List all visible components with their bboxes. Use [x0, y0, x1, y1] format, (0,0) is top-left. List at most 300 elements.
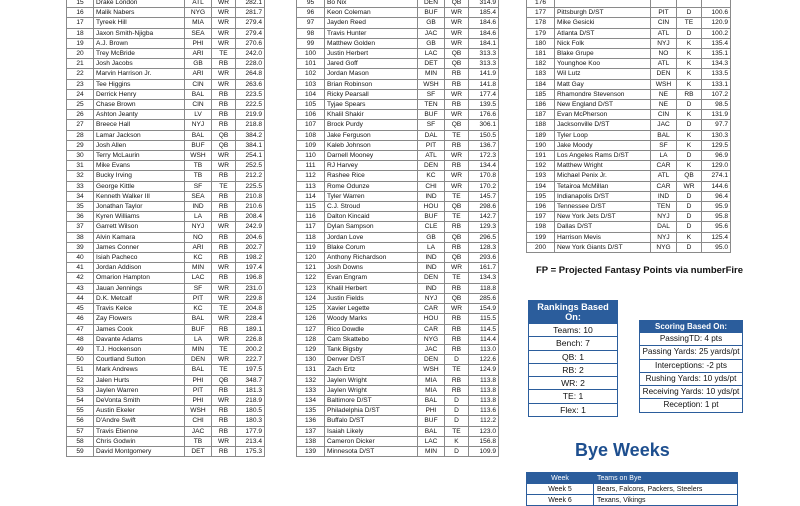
- position-cell: TE: [212, 365, 236, 375]
- rank-cell: 138: [297, 436, 325, 446]
- rank-cell: 112: [297, 171, 325, 181]
- table-row: [297, 232, 499, 242]
- player-name-cell: Jordan Mason: [325, 69, 418, 79]
- points-cell: 184.6: [469, 28, 499, 38]
- points-cell: 279.4: [236, 28, 265, 38]
- table-row: [297, 222, 499, 232]
- table-row: [527, 28, 731, 38]
- position-cell: QB: [445, 0, 469, 8]
- position-cell: QB: [445, 120, 469, 130]
- bye-week: Week 6: [527, 495, 594, 506]
- table-row: [67, 222, 265, 232]
- position-cell: QB: [212, 140, 236, 150]
- points-cell: 228.4: [236, 314, 265, 324]
- rank-cell: 124: [297, 293, 325, 303]
- player-name-cell: Matt Gay: [555, 79, 651, 89]
- player-name-cell: Dallas D/ST: [555, 222, 651, 232]
- table-row: [67, 120, 265, 130]
- points-cell: 112.2: [469, 416, 499, 426]
- player-name-cell: Josh Downs: [325, 263, 418, 273]
- bye-header-teams: Teams on Bye: [594, 473, 738, 484]
- position-cell: QB: [445, 232, 469, 242]
- position-cell: D: [677, 191, 702, 201]
- team-cell: DET: [418, 59, 445, 69]
- rank-cell: 16: [67, 8, 94, 18]
- rank-cell: 101: [297, 59, 325, 69]
- table-row: [297, 18, 499, 28]
- points-cell: 122.6: [469, 355, 499, 365]
- rankings-line: TE: 1: [529, 389, 617, 402]
- points-cell: 113.8: [469, 395, 499, 405]
- position-cell: QB: [445, 59, 469, 69]
- table-row: [527, 18, 731, 28]
- position-cell: RB: [212, 212, 236, 222]
- position-cell: RB: [445, 69, 469, 79]
- player-name-cell: A.J. Brown: [94, 38, 185, 48]
- rank-cell: 24: [67, 89, 94, 99]
- rank-cell: 37: [67, 222, 94, 232]
- position-cell: WR: [212, 69, 236, 79]
- team-cell: DEN: [418, 161, 445, 171]
- rank-cell: 200: [527, 242, 555, 252]
- table-row: [67, 212, 265, 222]
- scoring-box-title: Scoring Based On:: [640, 321, 742, 332]
- position-cell: WR: [212, 293, 236, 303]
- rank-cell: 99: [297, 38, 325, 48]
- team-cell: BUF: [418, 8, 445, 18]
- player-name-cell: Jalen Hurts: [94, 375, 185, 385]
- team-cell: MIA: [418, 375, 445, 385]
- bye-weeks-table: [526, 472, 738, 506]
- team-cell: LA: [651, 151, 677, 161]
- position-cell: D: [677, 100, 702, 110]
- player-name-cell: Jaxon Smith-Njigba: [94, 28, 185, 38]
- player-name-cell: D'Andre Swift: [94, 416, 185, 426]
- points-cell: 131.9: [702, 110, 731, 120]
- points-cell: 172.3: [469, 151, 499, 161]
- team-cell: KC: [185, 304, 212, 314]
- team-cell: PIT: [185, 385, 212, 395]
- player-name-cell: Dalton Kincaid: [325, 212, 418, 222]
- points-cell: 120.9: [702, 18, 731, 28]
- rank-cell: 127: [297, 324, 325, 334]
- team-cell: WSH: [185, 151, 212, 161]
- position-cell: RB: [212, 191, 236, 201]
- points-cell: 210.6: [236, 202, 265, 212]
- table-row: [297, 49, 499, 59]
- team-cell: MIA: [185, 18, 212, 28]
- position-cell: TE: [445, 130, 469, 140]
- table-row: [67, 385, 265, 395]
- position-cell: RB: [212, 385, 236, 395]
- player-name-cell: Jacksonville D/ST: [555, 120, 651, 130]
- rank-cell: 48: [67, 334, 94, 344]
- rankings-table-1: [66, 0, 265, 457]
- team-cell: NYG: [651, 242, 677, 252]
- table-row: [527, 38, 731, 48]
- rank-cell: 49: [67, 344, 94, 354]
- table-row: [297, 406, 499, 416]
- points-cell: 107.2: [702, 89, 731, 99]
- table-row: [67, 375, 265, 385]
- position-cell: RB: [212, 89, 236, 99]
- player-name-cell: Matthew Golden: [325, 38, 418, 48]
- rank-cell: 125: [297, 304, 325, 314]
- rank-cell: 114: [297, 191, 325, 201]
- position-cell: D: [445, 355, 469, 365]
- table-row: [297, 100, 499, 110]
- rank-cell: 15: [67, 0, 94, 8]
- points-cell: 229.8: [236, 293, 265, 303]
- player-name-cell: Tee Higgins: [94, 79, 185, 89]
- player-name-cell: Austin Ekeler: [94, 406, 185, 416]
- table-row: [527, 212, 731, 222]
- rank-cell: 22: [67, 69, 94, 79]
- rank-cell: 130: [297, 355, 325, 365]
- team-cell: HOU: [418, 314, 445, 324]
- table-row: [67, 283, 265, 293]
- table-row: [297, 334, 499, 344]
- position-cell: RB: [445, 344, 469, 354]
- position-cell: D: [677, 8, 702, 18]
- table-row: [527, 242, 731, 252]
- points-cell: 113.8: [469, 385, 499, 395]
- points-cell: 200.2: [236, 344, 265, 354]
- rank-cell: 111: [297, 161, 325, 171]
- position-cell: WR: [212, 395, 236, 405]
- team-cell: BAL: [185, 365, 212, 375]
- player-name-cell: Cam Skattebo: [325, 334, 418, 344]
- player-name-cell: Brock Purdy: [325, 120, 418, 130]
- position-cell: RB: [212, 202, 236, 212]
- rank-cell: 30: [67, 151, 94, 161]
- team-cell: SF: [185, 181, 212, 191]
- rank-cell: 102: [297, 69, 325, 79]
- points-cell: 95.6: [702, 222, 731, 232]
- position-cell: WR: [212, 283, 236, 293]
- player-name-cell: Tyler Loop: [555, 130, 651, 140]
- points-cell: 197.4: [236, 263, 265, 273]
- team-cell: DEN: [185, 355, 212, 365]
- table-row: [67, 100, 265, 110]
- position-cell: RB: [212, 110, 236, 120]
- points-cell: 204.6: [236, 232, 265, 242]
- points-cell: 133.1: [702, 79, 731, 89]
- position-cell: D: [445, 406, 469, 416]
- table-row: [67, 130, 265, 140]
- rank-cell: 46: [67, 314, 94, 324]
- table-row: [527, 69, 731, 79]
- player-name-cell: Baltimore D/ST: [325, 395, 418, 405]
- table-row: [67, 202, 265, 212]
- player-name-cell: Jake Ferguson: [325, 130, 418, 140]
- points-cell: 348.7: [236, 375, 265, 385]
- points-cell: 130.3: [702, 130, 731, 140]
- points-cell: 270.6: [236, 38, 265, 48]
- table-row: [67, 253, 265, 263]
- team-cell: CIN: [651, 110, 677, 120]
- position-cell: RB: [445, 242, 469, 252]
- team-cell: MIN: [418, 69, 445, 79]
- table-row: [67, 191, 265, 201]
- team-cell: DET: [185, 446, 212, 456]
- player-name-cell: New York Giants D/ST: [555, 242, 651, 252]
- rank-cell: 53: [67, 385, 94, 395]
- rank-cell: 35: [67, 202, 94, 212]
- position-cell: TE: [445, 365, 469, 375]
- points-cell: 181.3: [236, 385, 265, 395]
- scoring-line: Interceptions: -2 pts: [640, 359, 742, 372]
- position-cell: WR: [212, 355, 236, 365]
- player-name-cell: Derrick Henry: [94, 89, 185, 99]
- team-cell: CHI: [418, 181, 445, 191]
- points-cell: 150.5: [469, 130, 499, 140]
- position-cell: QB: [445, 49, 469, 59]
- points-cell: 113.8: [469, 375, 499, 385]
- team-cell: GB: [418, 232, 445, 242]
- team-cell: JAC: [418, 344, 445, 354]
- team-cell: BUF: [185, 324, 212, 334]
- team-cell: LA: [185, 212, 212, 222]
- table-row: [527, 130, 731, 140]
- player-name-cell: Tennessee D/ST: [555, 202, 651, 212]
- team-cell: MIN: [185, 344, 212, 354]
- team-cell: NO: [185, 232, 212, 242]
- table-row: [297, 314, 499, 324]
- position-cell: WR: [212, 28, 236, 38]
- player-name-cell: Pittsburgh D/ST: [555, 8, 651, 18]
- rank-cell: 126: [297, 314, 325, 324]
- player-name-cell: Indianapolis D/ST: [555, 191, 651, 201]
- team-cell: KC: [185, 253, 212, 263]
- team-cell: PIT: [185, 293, 212, 303]
- rank-cell: 137: [297, 426, 325, 436]
- team-cell: LV: [185, 110, 212, 120]
- player-name-cell: Ashton Jeanty: [94, 110, 185, 120]
- rank-cell: 51: [67, 365, 94, 375]
- player-name-cell: Breece Hall: [94, 120, 185, 130]
- team-cell: IND: [418, 263, 445, 273]
- points-cell: 285.6: [469, 293, 499, 303]
- position-cell: RB: [212, 171, 236, 181]
- player-name-cell: Jauan Jennings: [94, 283, 185, 293]
- player-name-cell: Woody Marks: [325, 314, 418, 324]
- position-cell: WR: [445, 38, 469, 48]
- table-row: [297, 212, 499, 222]
- position-cell: QB: [445, 253, 469, 263]
- position-cell: RB: [212, 253, 236, 263]
- rank-cell: 31: [67, 161, 94, 171]
- table-row: [297, 0, 499, 8]
- team-cell: DEN: [418, 273, 445, 283]
- team-cell: BUF: [418, 416, 445, 426]
- position-cell: WR: [445, 263, 469, 273]
- table-row: [527, 49, 731, 59]
- player-name-cell: Travis Hunter: [325, 28, 418, 38]
- team-cell: NYJ: [651, 212, 677, 222]
- team-cell: ATL: [651, 171, 677, 181]
- points-cell: 210.8: [236, 191, 265, 201]
- team-cell: DAL: [651, 222, 677, 232]
- points-cell: 176.6: [469, 110, 499, 120]
- position-cell: RB: [445, 140, 469, 150]
- table-row: [297, 140, 499, 150]
- team-cell: MIN: [418, 446, 445, 456]
- table-row: [527, 79, 731, 89]
- position-cell: D: [445, 446, 469, 456]
- rankings-line: Teams: 10: [529, 323, 617, 336]
- rankings-box-title: Rankings Based On:: [529, 301, 617, 323]
- points-cell: 177.4: [469, 89, 499, 99]
- player-name-cell: Blake Corum: [325, 242, 418, 252]
- rank-cell: 118: [297, 232, 325, 242]
- player-name-cell: Ricky Pearsall: [325, 89, 418, 99]
- position-cell: K: [677, 130, 702, 140]
- position-cell: WR: [445, 8, 469, 18]
- table-row: [297, 181, 499, 191]
- rank-cell: 180: [527, 38, 555, 48]
- table-row: [67, 8, 265, 18]
- points-cell: 124.9: [469, 365, 499, 375]
- rank-cell: 188: [527, 120, 555, 130]
- player-name-cell: Travis Kelce: [94, 304, 185, 314]
- position-cell: K: [677, 110, 702, 120]
- team-cell: NYG: [418, 334, 445, 344]
- rank-cell: 32: [67, 171, 94, 181]
- table-row: [297, 59, 499, 69]
- table-row: [67, 324, 265, 334]
- team-cell: DEN: [418, 355, 445, 365]
- position-cell: K: [677, 161, 702, 171]
- position-cell: RB: [445, 385, 469, 395]
- points-cell: 225.5: [236, 181, 265, 191]
- rank-cell: 185: [527, 89, 555, 99]
- rank-cell: 190: [527, 140, 555, 150]
- position-cell: TE: [445, 426, 469, 436]
- rank-cell: 122: [297, 273, 325, 283]
- player-name-cell: Josh Allen: [94, 140, 185, 150]
- rank-cell: 107: [297, 120, 325, 130]
- points-cell: 218.8: [236, 120, 265, 130]
- player-name-cell: Rico Dowdle: [325, 324, 418, 334]
- team-cell: ARI: [185, 69, 212, 79]
- position-cell: RB: [212, 273, 236, 283]
- table-row: [67, 334, 265, 344]
- rank-cell: 179: [527, 28, 555, 38]
- player-name-cell: Blake Grupe: [555, 49, 651, 59]
- table-row: [527, 171, 731, 181]
- rank-cell: 26: [67, 110, 94, 120]
- team-cell: CIN: [185, 100, 212, 110]
- rank-cell: 191: [527, 151, 555, 161]
- rank-cell: 42: [67, 273, 94, 283]
- rank-cell: 192: [527, 161, 555, 171]
- team-cell: ATL: [651, 28, 677, 38]
- team-cell: BAL: [418, 426, 445, 436]
- player-name-cell: Garrett Wilson: [94, 222, 185, 232]
- table-row: [527, 181, 731, 191]
- position-cell: QB: [212, 375, 236, 385]
- points-cell: 213.4: [236, 436, 265, 446]
- rank-cell: 23: [67, 79, 94, 89]
- rank-cell: 58: [67, 436, 94, 446]
- table-row: [297, 355, 499, 365]
- team-cell: BAL: [418, 395, 445, 405]
- rank-cell: 39: [67, 242, 94, 252]
- player-name-cell: Jordan Addison: [94, 263, 185, 273]
- team-cell: NO: [651, 49, 677, 59]
- player-name-cell: Drake London: [94, 0, 185, 8]
- points-cell: 129.0: [702, 161, 731, 171]
- points-cell: 125.4: [702, 232, 731, 242]
- points-cell: 185.4: [469, 8, 499, 18]
- player-name-cell: Kyren Williams: [94, 212, 185, 222]
- table-row: [297, 191, 499, 201]
- points-cell: 231.0: [236, 283, 265, 293]
- team-cell: [651, 0, 677, 8]
- player-name-cell: Keon Coleman: [325, 8, 418, 18]
- bye-row: [527, 495, 738, 506]
- team-cell: IND: [418, 191, 445, 201]
- position-cell: D: [677, 28, 702, 38]
- rank-cell: 115: [297, 202, 325, 212]
- position-cell: TE: [445, 273, 469, 283]
- table-row: [67, 140, 265, 150]
- position-cell: K: [677, 49, 702, 59]
- table-row: [67, 416, 265, 426]
- player-name-cell: Tank Bigsby: [325, 344, 418, 354]
- table-row: [67, 355, 265, 365]
- points-cell: 136.7: [469, 140, 499, 150]
- points-cell: 95.0: [702, 242, 731, 252]
- table-row: [67, 79, 265, 89]
- rank-cell: 40: [67, 253, 94, 263]
- table-row: [297, 161, 499, 171]
- rank-cell: 134: [297, 395, 325, 405]
- points-cell: 133.5: [702, 69, 731, 79]
- position-cell: RB: [677, 89, 702, 99]
- rankings-line: Flex: 1: [529, 403, 617, 416]
- points-cell: 134.3: [469, 273, 499, 283]
- rank-cell: 103: [297, 79, 325, 89]
- table-row: [67, 171, 265, 181]
- rankings-table-2: [296, 0, 499, 457]
- position-cell: WR: [445, 181, 469, 191]
- player-name-cell: Jaylen Wright: [325, 375, 418, 385]
- position-cell: RB: [212, 446, 236, 456]
- player-name-cell: Josh Jacobs: [94, 59, 185, 69]
- team-cell: ARI: [185, 242, 212, 252]
- team-cell: TB: [185, 436, 212, 446]
- points-cell: 218.9: [236, 395, 265, 405]
- points-cell: 135.4: [702, 38, 731, 48]
- rank-cell: 52: [67, 375, 94, 385]
- rank-cell: 41: [67, 263, 94, 273]
- table-row: [297, 151, 499, 161]
- table-row: [527, 8, 731, 18]
- scoring-line: Receiving Yards: 10 yds/pt: [640, 385, 742, 398]
- table-row: [297, 28, 499, 38]
- table-row: [527, 202, 731, 212]
- position-cell: TE: [212, 49, 236, 59]
- team-cell: IND: [418, 253, 445, 263]
- player-name-cell: Chris Godwin: [94, 436, 185, 446]
- team-cell: PHI: [185, 395, 212, 405]
- player-name-cell: Michael Penix Jr.: [555, 171, 651, 181]
- position-cell: K: [677, 38, 702, 48]
- player-name-cell: Jaylen Warren: [94, 385, 185, 395]
- team-cell: PHI: [185, 375, 212, 385]
